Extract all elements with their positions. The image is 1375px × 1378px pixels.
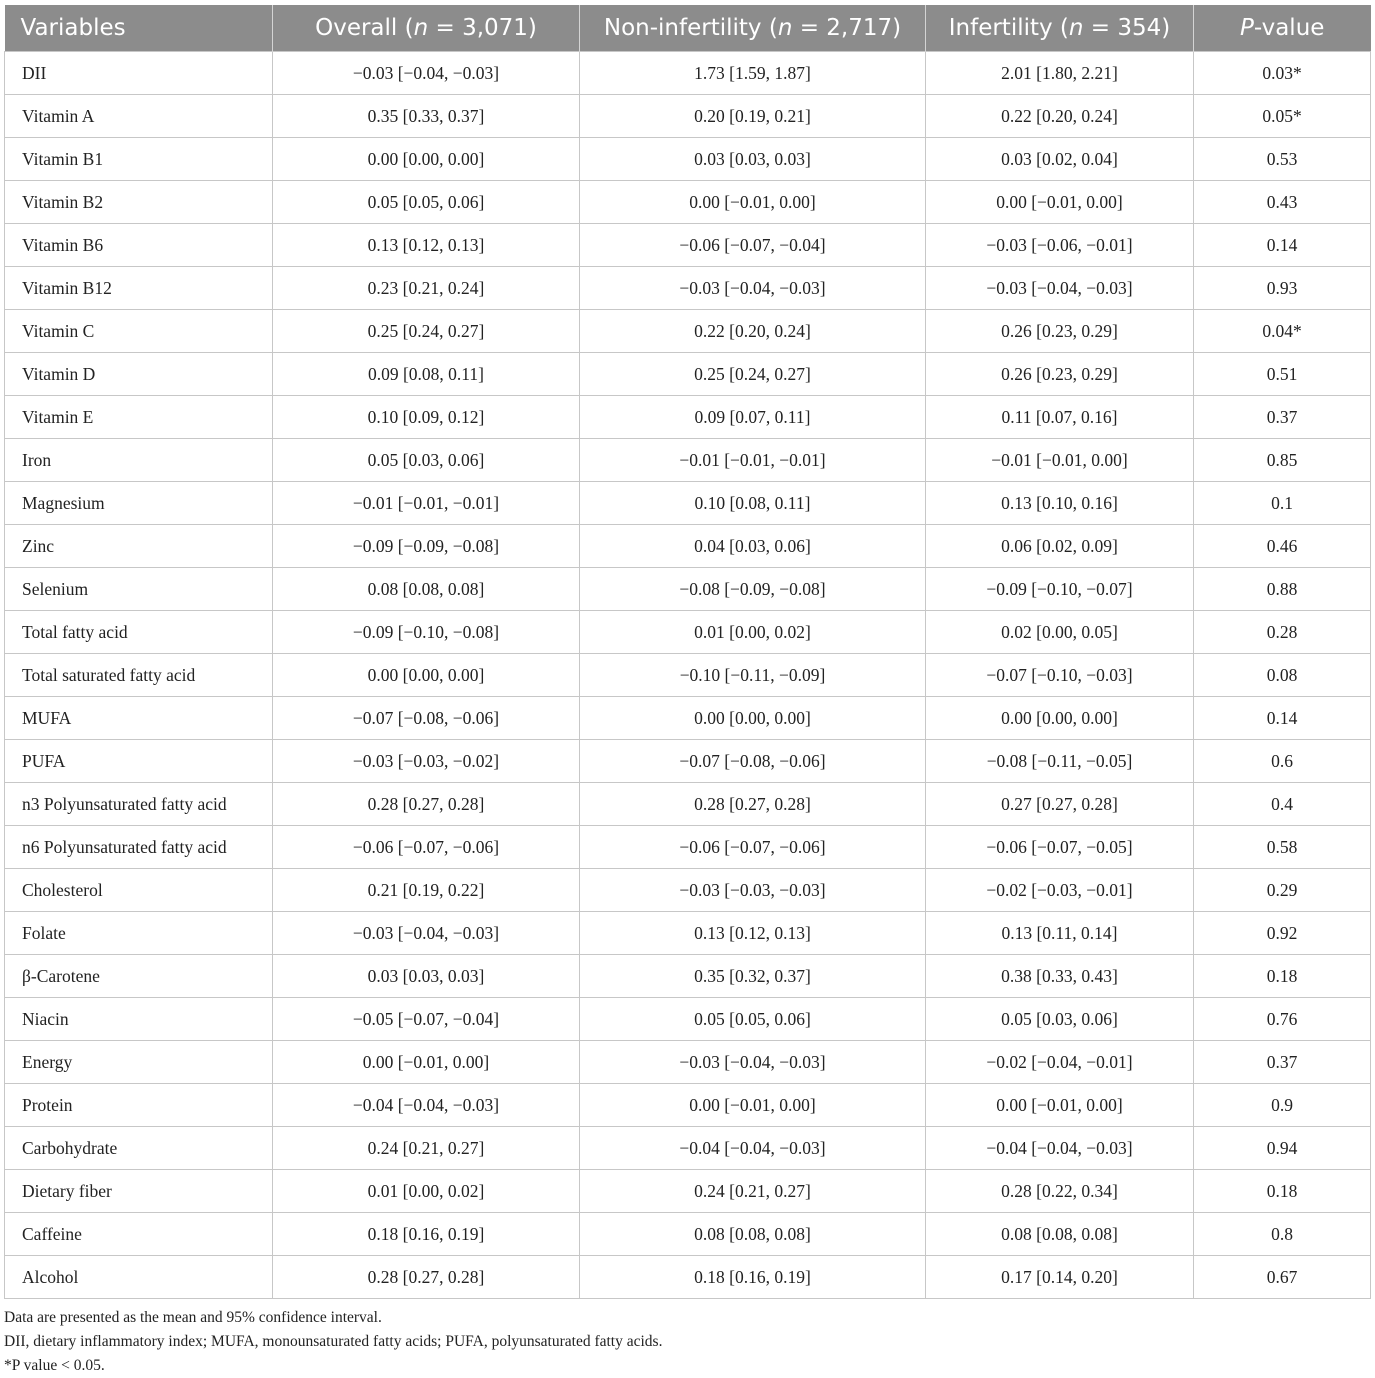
- cell-overall: 0.05 [0.05, 0.06]: [273, 181, 580, 224]
- cell-variable: Niacin: [5, 998, 273, 1041]
- table-row: [5, 224, 1371, 267]
- cell-infertility: 0.13 [0.11, 0.14]: [926, 912, 1194, 955]
- cell-overall: −0.09 [−0.10, −0.08]: [273, 611, 580, 654]
- cell-variable: Folate: [5, 912, 273, 955]
- cell-p-value: 0.14: [1194, 224, 1371, 267]
- table-row: [5, 783, 1371, 826]
- cell-overall: 0.09 [0.08, 0.11]: [273, 353, 580, 396]
- cell-non-infertility: 0.20 [0.19, 0.21]: [580, 95, 926, 138]
- cell-overall: −0.05 [−0.07, −0.04]: [273, 998, 580, 1041]
- table-row: [5, 1170, 1371, 1213]
- cell-overall: 0.23 [0.21, 0.24]: [273, 267, 580, 310]
- cell-overall: −0.06 [−0.07, −0.06]: [273, 826, 580, 869]
- cell-non-infertility: 0.28 [0.27, 0.28]: [580, 783, 926, 826]
- cell-infertility: 0.06 [0.02, 0.09]: [926, 525, 1194, 568]
- cell-variable: Vitamin B6: [5, 224, 273, 267]
- cell-variable: Vitamin A: [5, 95, 273, 138]
- cell-non-infertility: 0.00 [0.00, 0.00]: [580, 697, 926, 740]
- table-row: [5, 525, 1371, 568]
- table-row: [5, 611, 1371, 654]
- cell-infertility: 0.11 [0.07, 0.16]: [926, 396, 1194, 439]
- cell-non-infertility: 1.73 [1.59, 1.87]: [580, 52, 926, 95]
- cell-non-infertility: 0.10 [0.08, 0.11]: [580, 482, 926, 525]
- cell-p-value: 0.76: [1194, 998, 1371, 1041]
- cell-p-value: 0.04*: [1194, 310, 1371, 353]
- cell-variable: PUFA: [5, 740, 273, 783]
- cell-p-value: 0.9: [1194, 1084, 1371, 1127]
- cell-non-infertility: 0.08 [0.08, 0.08]: [580, 1213, 926, 1256]
- cell-infertility: 0.17 [0.14, 0.20]: [926, 1256, 1194, 1299]
- table-footnotes: [4, 1306, 1370, 1378]
- cell-non-infertility: 0.03 [0.03, 0.03]: [580, 138, 926, 181]
- cell-overall: 0.10 [0.09, 0.12]: [273, 396, 580, 439]
- cell-non-infertility: 0.18 [0.16, 0.19]: [580, 1256, 926, 1299]
- table-row: [5, 955, 1371, 998]
- cell-infertility: 0.02 [0.00, 0.05]: [926, 611, 1194, 654]
- cell-non-infertility: 0.35 [0.32, 0.37]: [580, 955, 926, 998]
- cell-infertility: −0.02 [−0.04, −0.01]: [926, 1041, 1194, 1084]
- cell-overall: 0.13 [0.12, 0.13]: [273, 224, 580, 267]
- cell-non-infertility: −0.07 [−0.08, −0.06]: [580, 740, 926, 783]
- table-row: [5, 568, 1371, 611]
- table-row: [5, 912, 1371, 955]
- cell-variable: Caffeine: [5, 1213, 273, 1256]
- cell-variable: Vitamin B12: [5, 267, 273, 310]
- cell-p-value: 0.67: [1194, 1256, 1371, 1299]
- table-row: [5, 95, 1371, 138]
- cell-infertility: −0.03 [−0.06, −0.01]: [926, 224, 1194, 267]
- table-header: [5, 5, 1371, 52]
- header-variables-label: Variables: [20, 15, 126, 41]
- header-overall-label: Overall (n = 3,071): [315, 15, 537, 41]
- footnote-abbreviations: DII, dietary inflammatory index; MUFA, monounsaturated fatty acids; PUFA, polyunsaturated fatty acids.: [4, 1333, 663, 1350]
- cell-overall: −0.03 [−0.03, −0.02]: [273, 740, 580, 783]
- cell-non-infertility: 0.05 [0.05, 0.06]: [580, 998, 926, 1041]
- cell-p-value: 0.37: [1194, 396, 1371, 439]
- cell-variable: Carbohydrate: [5, 1127, 273, 1170]
- cell-p-value: 0.85: [1194, 439, 1371, 482]
- cell-overall: −0.04 [−0.04, −0.03]: [273, 1084, 580, 1127]
- cell-overall: 0.03 [0.03, 0.03]: [273, 955, 580, 998]
- cell-overall: 0.08 [0.08, 0.08]: [273, 568, 580, 611]
- table-row: [5, 1127, 1371, 1170]
- cell-p-value: 0.1: [1194, 482, 1371, 525]
- cell-infertility: 0.28 [0.22, 0.34]: [926, 1170, 1194, 1213]
- cell-variable: Vitamin B1: [5, 138, 273, 181]
- cell-variable: Magnesium: [5, 482, 273, 525]
- cell-overall: −0.03 [−0.04, −0.03]: [273, 52, 580, 95]
- cell-p-value: 0.03*: [1194, 52, 1371, 95]
- cell-non-infertility: −0.10 [−0.11, −0.09]: [580, 654, 926, 697]
- header-variables: [5, 5, 273, 52]
- cell-non-infertility: 0.00 [−0.01, 0.00]: [580, 1084, 926, 1127]
- table-row: [5, 267, 1371, 310]
- cell-p-value: 0.14: [1194, 697, 1371, 740]
- cell-variable: Alcohol: [5, 1256, 273, 1299]
- cell-non-infertility: 0.22 [0.20, 0.24]: [580, 310, 926, 353]
- cell-p-value: 0.92: [1194, 912, 1371, 955]
- cell-p-value: 0.58: [1194, 826, 1371, 869]
- cell-p-value: 0.46: [1194, 525, 1371, 568]
- table-row: [5, 1213, 1371, 1256]
- table-row: [5, 869, 1371, 912]
- cell-infertility: 0.27 [0.27, 0.28]: [926, 783, 1194, 826]
- table-row: [5, 998, 1371, 1041]
- cell-non-infertility: 0.00 [−0.01, 0.00]: [580, 181, 926, 224]
- cell-overall: −0.03 [−0.04, −0.03]: [273, 912, 580, 955]
- cell-p-value: 0.43: [1194, 181, 1371, 224]
- cell-non-infertility: 0.01 [0.00, 0.02]: [580, 611, 926, 654]
- cell-overall: −0.01 [−0.01, −0.01]: [273, 482, 580, 525]
- cell-variable: Vitamin C: [5, 310, 273, 353]
- cell-variable: DII: [5, 52, 273, 95]
- cell-non-infertility: −0.03 [−0.03, −0.03]: [580, 869, 926, 912]
- cell-non-infertility: −0.06 [−0.07, −0.06]: [580, 826, 926, 869]
- header-p-value-label: P-value: [1240, 15, 1325, 41]
- cell-variable: Iron: [5, 439, 273, 482]
- cell-infertility: −0.07 [−0.10, −0.03]: [926, 654, 1194, 697]
- table-row: [5, 310, 1371, 353]
- cell-overall: 0.00 [0.00, 0.00]: [273, 138, 580, 181]
- table-row: [5, 439, 1371, 482]
- cell-p-value: 0.05*: [1194, 95, 1371, 138]
- header-overall: [273, 5, 580, 52]
- table-row: [5, 138, 1371, 181]
- cell-infertility: −0.06 [−0.07, −0.05]: [926, 826, 1194, 869]
- table-row: [5, 1084, 1371, 1127]
- cell-infertility: 0.26 [0.23, 0.29]: [926, 353, 1194, 396]
- header-non-infertility: [580, 5, 926, 52]
- cell-infertility: −0.08 [−0.11, −0.05]: [926, 740, 1194, 783]
- cell-p-value: 0.8: [1194, 1213, 1371, 1256]
- cell-overall: 0.00 [0.00, 0.00]: [273, 654, 580, 697]
- cell-p-value: 0.18: [1194, 1170, 1371, 1213]
- cell-non-infertility: −0.03 [−0.04, −0.03]: [580, 1041, 926, 1084]
- table-row: [5, 1041, 1371, 1084]
- data-table-container: [4, 5, 1370, 1299]
- cell-infertility: 0.22 [0.20, 0.24]: [926, 95, 1194, 138]
- cell-p-value: 0.37: [1194, 1041, 1371, 1084]
- cell-overall: 0.24 [0.21, 0.27]: [273, 1127, 580, 1170]
- cell-overall: 0.00 [−0.01, 0.00]: [273, 1041, 580, 1084]
- footnote-significance: *P value < 0.05.: [4, 1357, 105, 1374]
- cell-p-value: 0.94: [1194, 1127, 1371, 1170]
- cell-non-infertility: 0.25 [0.24, 0.27]: [580, 353, 926, 396]
- table-row: [5, 181, 1371, 224]
- cell-non-infertility: 0.09 [0.07, 0.11]: [580, 396, 926, 439]
- cell-infertility: 0.08 [0.08, 0.08]: [926, 1213, 1194, 1256]
- table-row: [5, 697, 1371, 740]
- cell-infertility: 0.38 [0.33, 0.43]: [926, 955, 1194, 998]
- cell-overall: 0.28 [0.27, 0.28]: [273, 783, 580, 826]
- cell-p-value: 0.93: [1194, 267, 1371, 310]
- cell-infertility: 0.03 [0.02, 0.04]: [926, 138, 1194, 181]
- cell-p-value: 0.51: [1194, 353, 1371, 396]
- cell-overall: 0.18 [0.16, 0.19]: [273, 1213, 580, 1256]
- table-row: [5, 654, 1371, 697]
- cell-non-infertility: −0.04 [−0.04, −0.03]: [580, 1127, 926, 1170]
- cell-non-infertility: 0.04 [0.03, 0.06]: [580, 525, 926, 568]
- cell-infertility: −0.09 [−0.10, −0.07]: [926, 568, 1194, 611]
- cell-overall: 0.28 [0.27, 0.28]: [273, 1256, 580, 1299]
- cell-non-infertility: 0.24 [0.21, 0.27]: [580, 1170, 926, 1213]
- cell-infertility: −0.02 [−0.03, −0.01]: [926, 869, 1194, 912]
- cell-variable: Dietary fiber: [5, 1170, 273, 1213]
- cell-overall: 0.01 [0.00, 0.02]: [273, 1170, 580, 1213]
- cell-variable: Total fatty acid: [5, 611, 273, 654]
- cell-overall: −0.09 [−0.09, −0.08]: [273, 525, 580, 568]
- cell-overall: 0.25 [0.24, 0.27]: [273, 310, 580, 353]
- cell-variable: Total saturated fatty acid: [5, 654, 273, 697]
- table-row: [5, 740, 1371, 783]
- cell-overall: 0.21 [0.19, 0.22]: [273, 869, 580, 912]
- footnote-data-description: Data are presented as the mean and 95% confidence interval.: [4, 1309, 382, 1326]
- table-row: [5, 52, 1371, 95]
- cell-variable: Cholesterol: [5, 869, 273, 912]
- header-infertility-label: Infertility (n = 354): [948, 15, 1171, 41]
- cell-infertility: 0.00 [−0.01, 0.00]: [926, 181, 1194, 224]
- cell-non-infertility: −0.01 [−0.01, −0.01]: [580, 439, 926, 482]
- cell-p-value: 0.29: [1194, 869, 1371, 912]
- cell-variable: Vitamin E: [5, 396, 273, 439]
- cell-variable: n3 Polyunsaturated fatty acid: [5, 783, 273, 826]
- table-row: [5, 826, 1371, 869]
- cell-p-value: 0.6: [1194, 740, 1371, 783]
- cell-variable: Selenium: [5, 568, 273, 611]
- table-row: [5, 482, 1371, 525]
- cell-non-infertility: −0.03 [−0.04, −0.03]: [580, 267, 926, 310]
- cell-variable: Vitamin D: [5, 353, 273, 396]
- cell-p-value: 0.88: [1194, 568, 1371, 611]
- table-row: [5, 396, 1371, 439]
- cell-infertility: 0.00 [0.00, 0.00]: [926, 697, 1194, 740]
- cell-p-value: 0.28: [1194, 611, 1371, 654]
- cell-overall: 0.05 [0.03, 0.06]: [273, 439, 580, 482]
- cell-infertility: 0.26 [0.23, 0.29]: [926, 310, 1194, 353]
- cell-overall: −0.07 [−0.08, −0.06]: [273, 697, 580, 740]
- table-row: [5, 353, 1371, 396]
- cell-infertility: 0.00 [−0.01, 0.00]: [926, 1084, 1194, 1127]
- cell-p-value: 0.08: [1194, 654, 1371, 697]
- cell-variable: Zinc: [5, 525, 273, 568]
- cell-variable: Vitamin B2: [5, 181, 273, 224]
- cell-non-infertility: −0.08 [−0.09, −0.08]: [580, 568, 926, 611]
- cell-infertility: 0.13 [0.10, 0.16]: [926, 482, 1194, 525]
- cell-overall: 0.35 [0.33, 0.37]: [273, 95, 580, 138]
- cell-non-infertility: −0.06 [−0.07, −0.04]: [580, 224, 926, 267]
- cell-variable: n6 Polyunsaturated fatty acid: [5, 826, 273, 869]
- data-table: [4, 5, 1371, 1299]
- table-row: [5, 1256, 1371, 1299]
- header-p-value: [1194, 5, 1371, 52]
- cell-infertility: 2.01 [1.80, 2.21]: [926, 52, 1194, 95]
- cell-infertility: 0.05 [0.03, 0.06]: [926, 998, 1194, 1041]
- cell-infertility: −0.01 [−0.01, 0.00]: [926, 439, 1194, 482]
- cell-p-value: 0.18: [1194, 955, 1371, 998]
- table-body: [5, 52, 1371, 1299]
- cell-variable: Protein: [5, 1084, 273, 1127]
- cell-infertility: −0.04 [−0.04, −0.03]: [926, 1127, 1194, 1170]
- cell-infertility: −0.03 [−0.04, −0.03]: [926, 267, 1194, 310]
- cell-variable: MUFA: [5, 697, 273, 740]
- cell-p-value: 0.4: [1194, 783, 1371, 826]
- cell-variable: Energy: [5, 1041, 273, 1084]
- cell-non-infertility: 0.13 [0.12, 0.13]: [580, 912, 926, 955]
- cell-variable: β-Carotene: [5, 955, 273, 998]
- cell-p-value: 0.53: [1194, 138, 1371, 181]
- header-non-infertility-label: Non-infertility (n = 2,717): [603, 15, 902, 41]
- header-row: [5, 5, 1371, 52]
- header-infertility: [926, 5, 1194, 52]
